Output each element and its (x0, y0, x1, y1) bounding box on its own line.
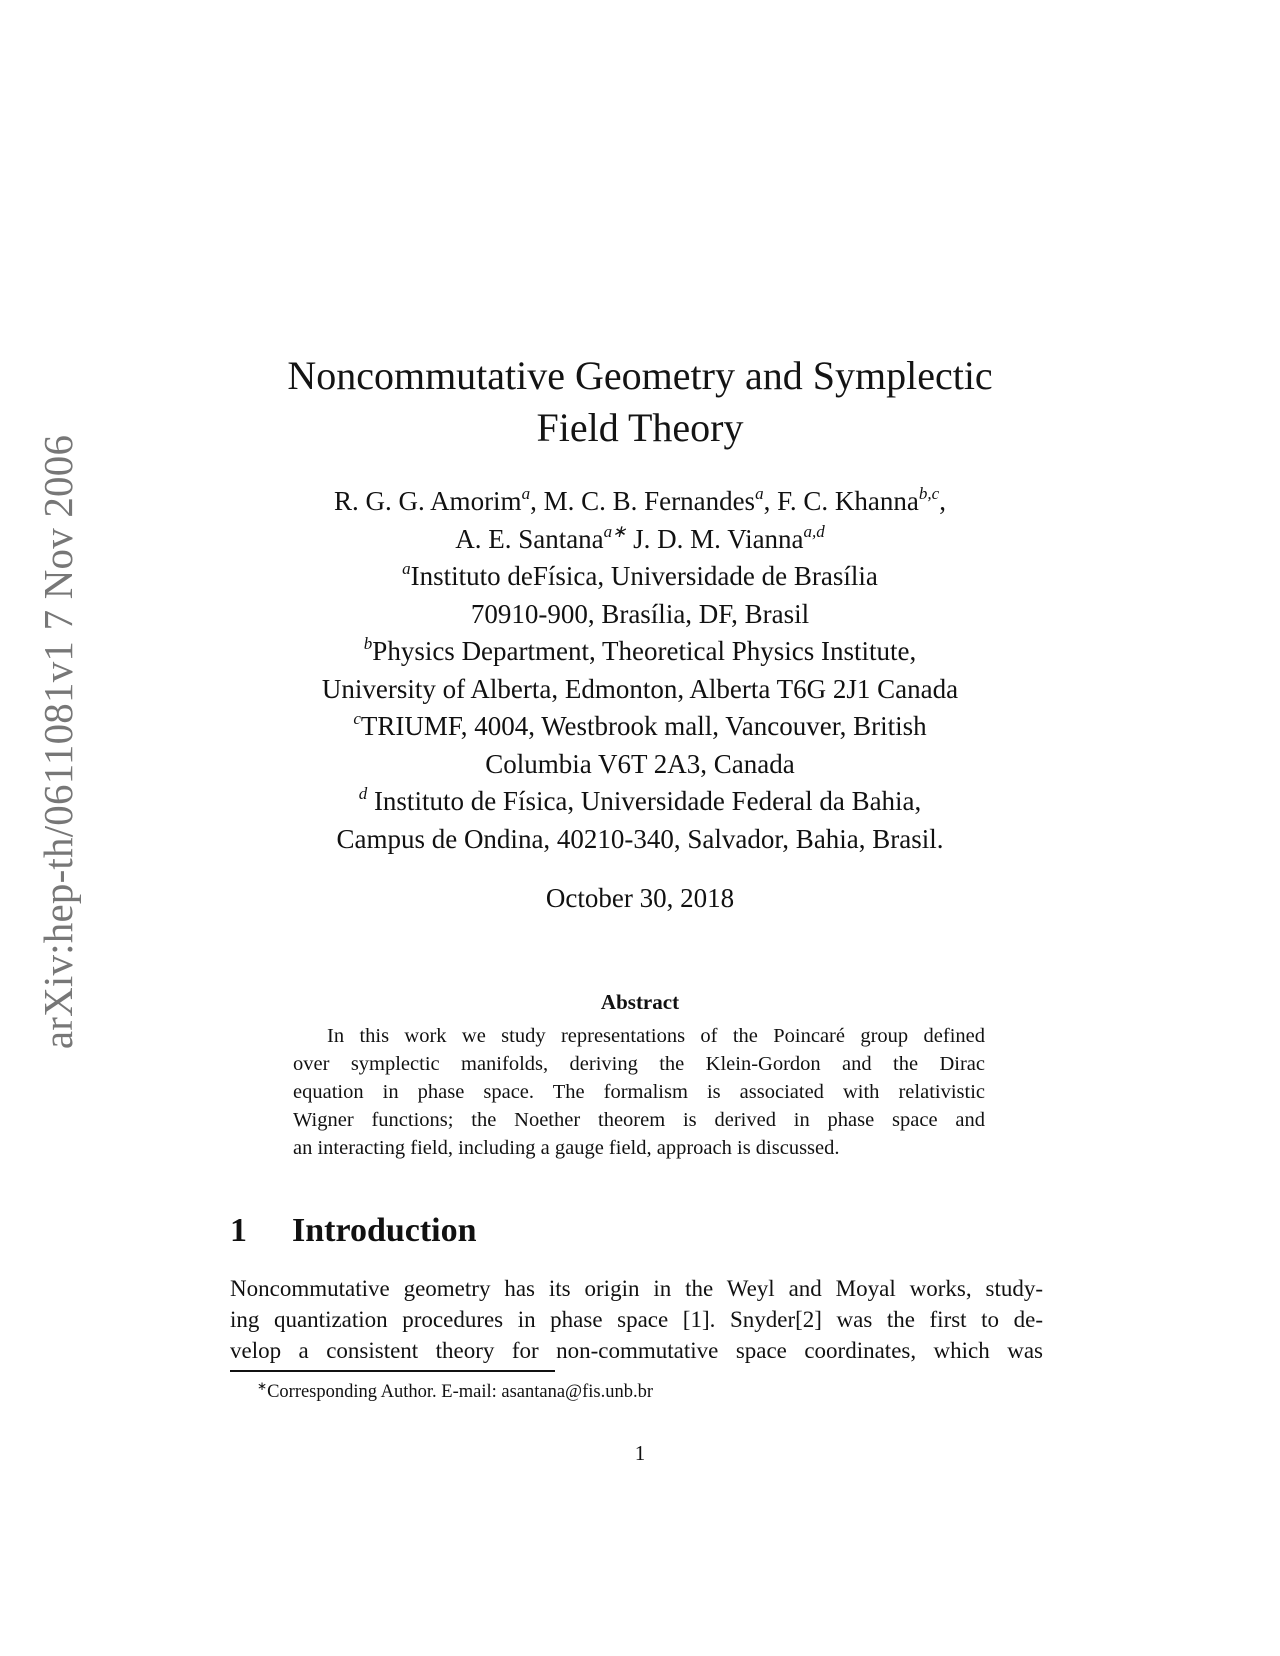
section-title: Introduction (292, 1212, 477, 1249)
author-name: A. E. Santana (455, 523, 604, 554)
abstract-body (293, 1022, 985, 1162)
author-name: J. D. M. Vianna (633, 523, 804, 554)
author-separator: , (530, 486, 544, 516)
author-line-2 (230, 521, 1050, 559)
affiliation-mark: a (755, 484, 764, 503)
affiliation-text: Instituto deFísica, Universidade de Brasília (410, 561, 878, 591)
affiliation-c-line-1 (230, 708, 1050, 746)
introduction-paragraph (230, 1273, 1043, 1366)
affiliation-text: Instituto de Física, Universidade Federal da Bahia, (367, 786, 922, 816)
author-name: R. G. G. Amorim (334, 486, 522, 516)
footnote-mark: ∗ (257, 1379, 268, 1393)
title-line-2: Field Theory (536, 405, 744, 450)
body-line: Noncommutative geometry has its origin in the Weyl and Moyal works, study- (230, 1276, 1043, 1301)
author-line-1 (230, 483, 1050, 521)
body-line: ing quantization procedures in phase space [1]. Snyder[2] was the first to de- (230, 1307, 1043, 1332)
affiliation-mark: a (402, 559, 411, 578)
footnote-rule (230, 1370, 555, 1372)
abstract-line: In this work we study representations of the Poincaré group defined (327, 1025, 985, 1047)
paper-title (230, 350, 1050, 454)
paper-date: October 30, 2018 (545, 883, 735, 913)
author-separator: , (763, 486, 778, 516)
affiliation-mark: d (358, 784, 368, 803)
page-number: 1 (634, 1441, 646, 1465)
footnote (257, 1379, 654, 1403)
affiliation-mark: b (363, 634, 373, 653)
affiliation-mark: a,d (803, 521, 825, 541)
affiliation-b-line-1 (230, 633, 1050, 671)
abstract-line: Wigner functions; the Noether theorem is derived in phase space and (293, 1109, 985, 1131)
affiliation-a-line-1 (230, 558, 1050, 596)
abstract-heading: Abstract (600, 990, 680, 1014)
affiliation-a-line-2: 70910-900, Brasília, DF, Brasil (470, 598, 810, 629)
affiliation-d-line-2: Campus de Ondina, 40210-340, Salvador, Bahia, Brasil. (336, 823, 944, 854)
footnote-text: Corresponding Author. E-mail: asantana@fis.unb.br (267, 1382, 654, 1402)
author-separator: , (939, 486, 946, 516)
abstract-line: over symplectic manifolds, deriving the Klein-Gordon and the Dirac (293, 1053, 985, 1075)
abstract-line: an interacting field, including a gauge field, approach is discussed. (293, 1137, 840, 1159)
affiliation-text: TRIUMF, 4004, Westbrook mall, Vancouver, British (360, 711, 927, 741)
author-block (230, 483, 1050, 858)
author-name: F. C. Khanna (777, 486, 919, 516)
affiliation-d-line-1 (230, 783, 1050, 821)
affiliation-mark: a (521, 484, 531, 503)
affiliation-text: Physics Department, Theoretical Physics Institute, (372, 636, 917, 666)
title-line-1: Noncommutative Geometry and Symplectic (287, 353, 993, 398)
affiliation-mark: a∗ (603, 521, 627, 541)
section-heading (230, 1212, 477, 1250)
affiliation-b-line-2: University of Alberta, Edmonton, Alberta T6G 2J1 Canada (321, 673, 959, 704)
affiliation-c-line-2: Columbia V6T 2A3, Canada (485, 748, 795, 779)
section-number: 1 (230, 1212, 247, 1249)
affiliation-mark: b,c (918, 484, 940, 503)
body-line: velop a consistent theory for non-commutative space coordinates, which was (230, 1338, 1043, 1363)
author-name: M. C. B. Fernandes (543, 486, 756, 516)
affiliation-mark: c (353, 709, 361, 728)
arxiv-identifier-stamp: arXiv:hep-th/0611081v1 7 Nov 2006 (35, 434, 81, 1050)
abstract-line: equation in phase space. The formalism is associated with relativistic (293, 1081, 985, 1103)
